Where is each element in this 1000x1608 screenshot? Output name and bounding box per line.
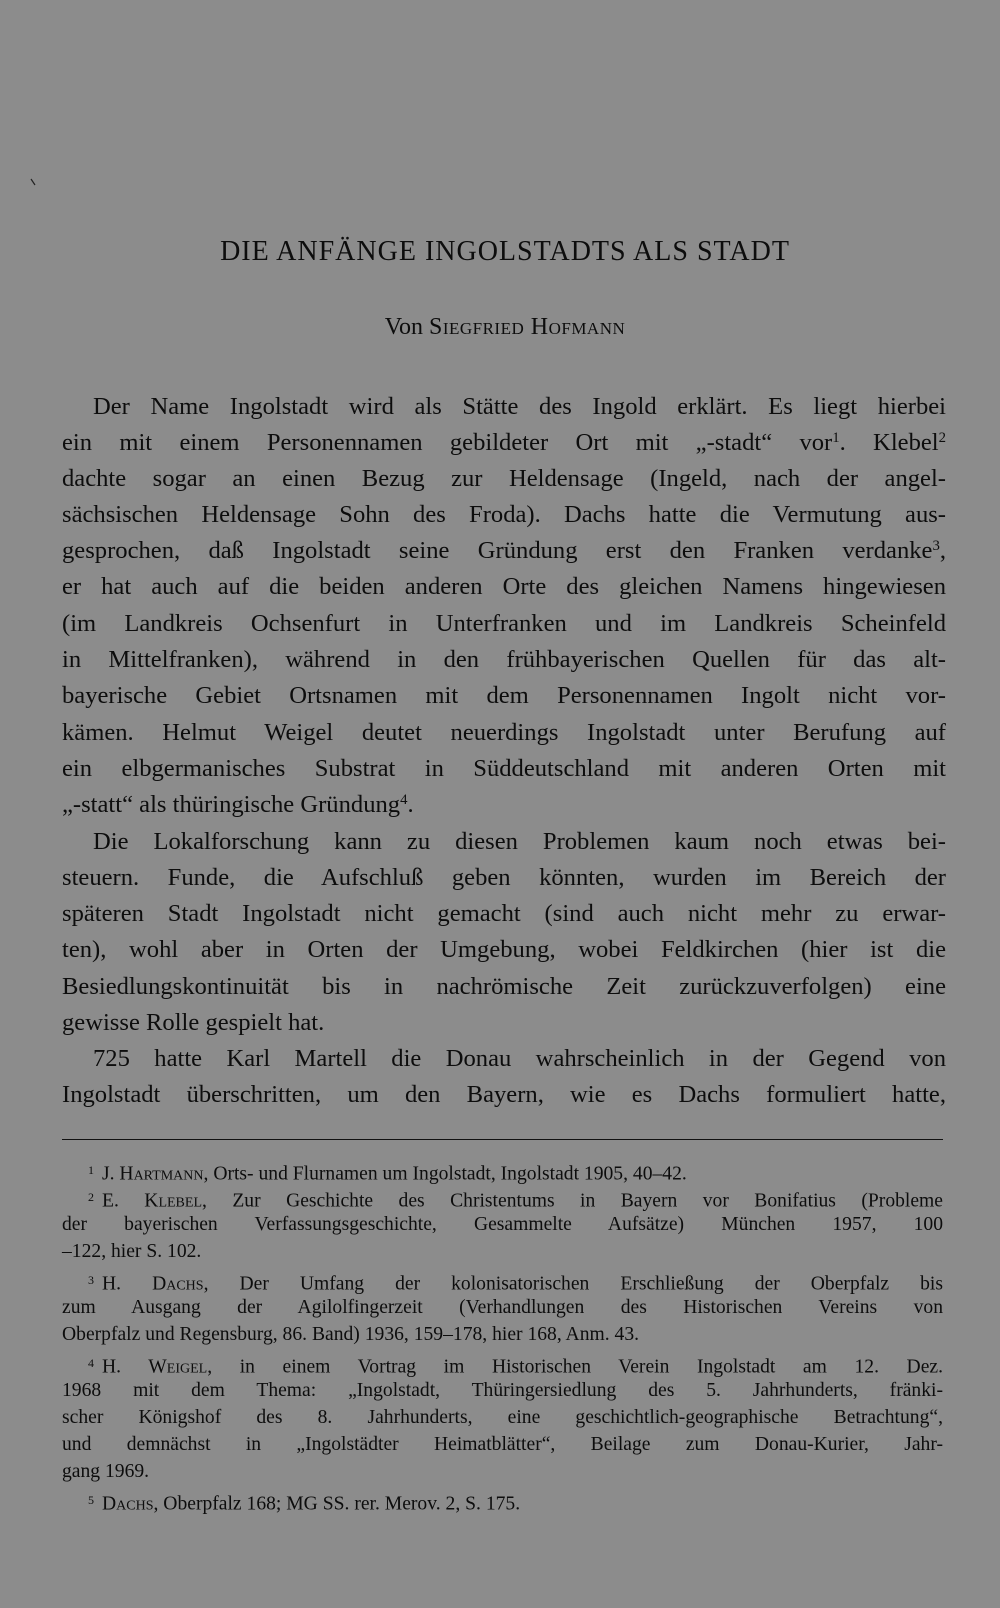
footnote-text: , Oberpfalz 168; MG SS. rer. Merov. 2, S. 175. [153,1493,521,1515]
footnote-line: scher Königshof des 8. Jahrhunderts, eine geschichtlich-geographische Betrachtung“, [62,1407,943,1428]
footnote-ref: 3 [932,537,940,554]
body-line: bayerische Gebiet Ortsnamen mit dem Personennamen Ingolt nicht vor- [62,682,946,709]
author-prefix: Von [384,314,429,340]
footnote-author: H. Weigel [102,1356,208,1378]
body-line [62,425,946,461]
footnote-author: J. Hartmann [102,1163,204,1185]
footnote-author: H. Dachs [102,1273,204,1295]
body-line: ten), wohl aber in Orten der Umgebung, wobei Feldkirchen (hier ist die [62,936,946,963]
footnote-ref: 4 [400,791,408,808]
body-line: Ingolstadt überschritten, um den Bayern, wie es Dachs formuliert hatte, [62,1081,946,1108]
author-name: Siegfried Hofmann [428,314,626,340]
footnote-text: , in einem Vortrag im Historischen Verein Ingolstadt am 12. Dez. [207,1356,944,1378]
footnote-text: , Zur Geschichte des Christentums in Bayern vor Bonifatius (Probleme [202,1190,943,1212]
footnote-ref: 1 [832,429,840,446]
footnote-author: E. Klebel [102,1190,202,1212]
body-line: späteren Stadt Ingolstadt nicht gemacht (sind auch nicht mehr zu erwar- [62,900,946,927]
footnote-line: –122, hier S. 102. [62,1241,202,1262]
footnote-3 [88,1267,943,1294]
text-run: ein mit einem Personennamen gebildeter Ort mit „-stadt“ vor [62,429,833,456]
footnote-line: 1968 mit dem Thema: „Ingolstadt, Thüringersiedlung des 5. Jahrhunderts, fränki- [62,1380,943,1401]
body-line: (im Landkreis Ochsenfurt in Unterfranken und im Landkreis Scheinfeld [62,610,946,637]
footnote-line: gang 1969. [62,1461,150,1482]
body-line: Der Name Ingolstadt wird als Stätte des Ingold erklärt. Es liegt hierbei [93,393,946,420]
article-title: DIE ANFÄNGE INGOLSTADTS ALS STADT [220,236,790,267]
body-line: gewisse Rolle gespielt hat. [62,1009,325,1036]
body-line: 725 hatte Karl Martell die Donau wahrscheinlich in der Gegend von [93,1045,946,1072]
text-run: „-statt“ als thüringische Gründung [62,791,401,818]
body-line: in Mittelfranken), während in den frühbayerischen Quellen für das alt- [62,646,946,673]
footnote-line: zum Ausgang der Agilolfingerzeit (Verhandlungen des Historischen Vereins von [62,1297,943,1318]
footnote-number: 1 [88,1163,94,1177]
body-line: Besiedlungskontinuität bis in nachrömische Zeit zurückzuverfolgen) eine [62,973,946,1000]
footnote-number: 5 [88,1493,94,1507]
text-run: gesprochen, daß Ingolstadt seine Gründung erst den Franken verdanke [62,537,933,564]
footnote-4 [88,1350,943,1377]
footnote-number: 2 [88,1190,94,1204]
article-author [0,314,1000,341]
footnote-line: Oberpfalz und Regensburg, 86. Band) 1936, 159–178, hier 168, Anm. 43. [62,1324,640,1345]
body-line [62,533,946,569]
text-run: , [939,537,946,564]
body-line: steuern. Funde, die Aufschluß geben könnten, wurden im Bereich der [62,864,946,891]
text-run: . [407,791,414,818]
body-line: kämen. Helmut Weigel deutet neuerdings Ingolstadt unter Berufung auf [62,719,946,746]
footnote-rule [62,1139,943,1140]
scan-speck [30,178,36,186]
body-line: sächsischen Heldensage Sohn des Froda). Dachs hatte die Vermutung aus- [62,501,946,528]
footnote-line: der bayerischen Verfassungsgeschichte, Gesammelte Aufsätze) München 1957, 100 [62,1214,943,1235]
footnote-2 [88,1184,943,1211]
footnote-ref: 2 [938,429,946,446]
body-line: dachte sogar an einen Bezug zur Heldensage (Ingeld, nach der angel- [62,465,946,492]
body-line: er hat auch auf die beiden anderen Orte des gleichen Namens hingewiesen [62,573,946,600]
footnote-1 [88,1157,943,1184]
footnote-author: Dachs [102,1493,154,1515]
body-line: Die Lokalforschung kann zu diesen Problemen kaum noch etwas bei- [93,828,946,855]
body-line [62,787,946,823]
footnote-line: und demnächst in „Ingolstädter Heimatblätter“, Beilage zum Donau-Kurier, Jahr- [62,1434,943,1455]
footnote-5 [88,1487,943,1514]
footnote-number: 3 [88,1273,94,1287]
footnote-text: , Orts- und Flurnamen um Ingolstadt, Ingolstadt 1905, 40–42. [203,1163,687,1185]
text-run: . Klebel [839,429,939,456]
body-line: ein elbgermanisches Substrat in Süddeutschland mit anderen Orten mit [62,755,946,782]
footnote-text: , Der Umfang der kolonisatorischen Erschließung der Oberpfalz bis [203,1273,943,1295]
footnote-number: 4 [88,1356,94,1370]
